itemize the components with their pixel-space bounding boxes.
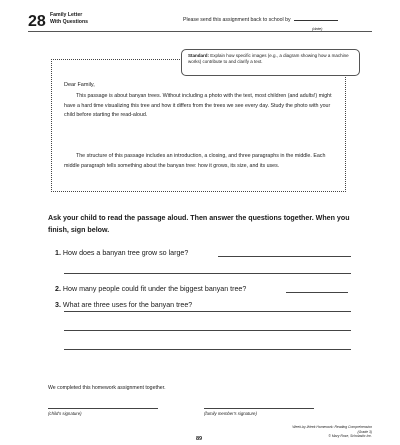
child-signature-line[interactable] [48,408,158,409]
question-number: 3. [55,301,61,309]
page-number: 28 [28,13,46,30]
answer-line[interactable] [218,256,351,257]
question-2 [55,284,246,294]
standard-text: Explain how specific images (e.g., a diagram showing how a machine works) contribute to and clarify a text. [188,53,349,64]
header-label-line2: With Questions [50,18,88,25]
letter-paragraph-1: This passage is about banyan trees. Without including a photo with the text, most children (and adults!) might have a hard time visualizing this tree and how it differs from the trees we see every day. Study the photo with your child before starting the read-aloud. [64,93,332,119]
question-1 [55,248,188,258]
question-text: How does a banyan tree grow so large? [62,249,189,257]
header-label-line1: Family Letter [50,12,83,18]
header-label [50,12,88,25]
answer-line[interactable] [64,311,351,312]
date-label: (date) [312,26,323,31]
footer-credit [292,425,372,439]
instructions: Ask your child to read the passage aloud. Then answer the questions together. When you finish, sign below. [48,214,350,234]
child-signature-label: (child's signature) [48,411,82,416]
question-3 [55,300,192,310]
answer-line[interactable] [64,330,351,331]
letter-box [51,59,346,192]
question-text: How many people could fit under the biggest banyan tree? [62,285,247,293]
send-back-note [183,17,338,24]
footer-credit-line2: © Mary Rose, Scholastic Inc. [328,434,372,438]
question-text: What are three uses for the banyan tree? [62,301,193,309]
answer-line[interactable] [64,349,351,350]
footer-page-number: 89 [196,436,203,442]
letter-paragraph-2: The structure of this passage includes an introduction, a closing, and three paragraphs in the middle. Each middle paragraph tells something about the banyan tree: how it grows, its size, and its uses. [64,153,326,169]
footer-credit-line1: Week-by-Week Homework: Reading Comprehension (Grade 3) [292,425,372,434]
completion-statement: We completed this homework assignment together. [48,385,166,391]
family-signature-line[interactable] [204,408,314,409]
standard-box [181,49,360,76]
question-number: 1. [55,249,61,257]
question-number: 2. [55,285,61,293]
send-back-text: Please send this assignment back to school by [183,17,291,23]
family-signature-label: (family member's signature) [204,411,257,416]
standard-label: Standard: [188,53,210,58]
answer-line[interactable] [64,273,351,274]
header-rule [28,31,372,32]
answer-line[interactable] [286,292,348,293]
date-blank[interactable] [294,20,338,21]
letter-greeting: Dear Family, [64,82,95,88]
